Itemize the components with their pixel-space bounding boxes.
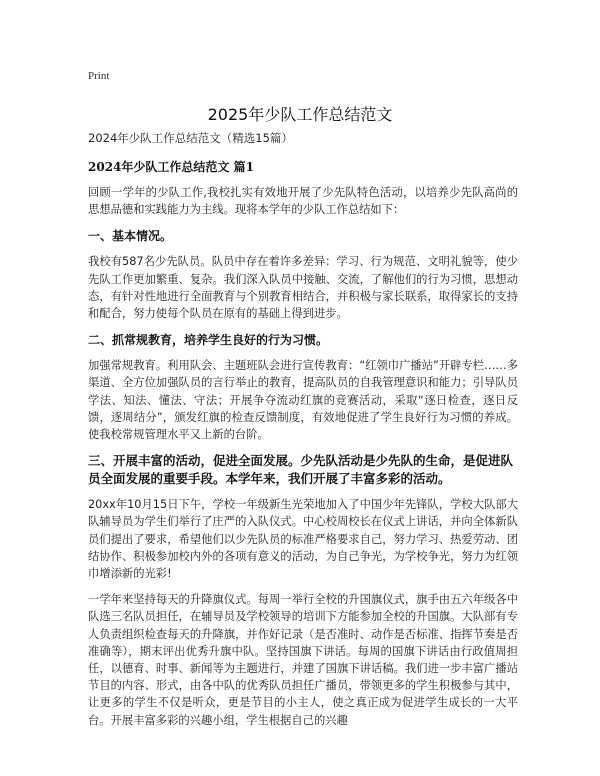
document-title: 2025年少队工作总结范文 <box>207 105 393 124</box>
print-link[interactable]: Print <box>88 70 110 82</box>
document-body <box>88 130 518 738</box>
paragraph-flag-ceremony: 一学年来坚持每天的升降旗仪式。每周一举行全校的升国旗仪式，旗手由五六年级各中队选三名队员担任，在辅导员及学校领导的培训下方能参加全校的升国旗。大队部有专人负责组织检查每天的升降旗，并作好记录（是否准时、动作是否标准、指挥节奏是否准确等），期末评出优秀升旗中队。坚持国旗下讲话。每周的国旗下讲话由行政值周担任，以德育、时事、新闻等为主题进行，并建了国旗下讲话稿。我们进一步丰富广播站节目的内容、形式，由各中队的优秀队员担任广播员，带领更多的学生积极参与其中，让更多的学生不仅是听众，更是节目的小主人，使之真正成为促进学生成长的一大平台。开展丰富多彩的兴趣小组，学生根据自己的兴趣 <box>88 593 518 727</box>
section-title: 2024年少队工作总结范文 篇1 <box>88 160 254 174</box>
heading-routine-education: 二、抓常规教育，培养学生良好的行为习惯。 <box>88 333 329 348</box>
intro-paragraph: 回顾一学年的少队工作,我校扎实有效地开展了少先队特色活动，以培养少先队高尚的思想品德和实践能力为主线。现将本学年的少队工作总结如下： <box>88 186 518 217</box>
paragraph-routine-education: 加强常规教育。利用队会、主题班队会进行宣传教育：“红领巾广播站”开辟专栏……多渠道、全方位加强队员的言行举止的教育，提高队员的自我管理意识和能力；引导队员学法、知法、懂法、守法；开展争夺流动红旗的竞赛活动，采取“逐日检查，逐日反馈，逐周结分”，颁发红旗的检查反馈制度，有效地促进了学生良好行为习惯的养成。使我校常规管理水平又上新的台阶。 <box>88 359 518 442</box>
paragraph-induction-ceremony: 20xx年10月15日下午，学校一年级新生光荣地加入了中国少年先锋队，学校大队部大队辅导员为学生们举行了庄严的入队仪式。中心校周校长在仪式上讲话，并向全体新队员们提出了要求，希望他们以少先队员的标准严格要求自己，努力学习、热爱劳动、团结协作、积极参加校内外的各项有意义的活动，为自己争光，为学校争光，努力为红领巾增添新的光彩! <box>88 498 518 581</box>
heading-activities: 三、开展丰富的活动，促进全面发展。少先队活动是少先队的生命，是促进队员全面发展的重要手段。本学年来，我们开展了丰富多彩的活动。 <box>88 453 514 487</box>
paragraph-basic-situation: 我校有587名少先队员。队员中存在着许多差异：学习、行为规范、文明礼貌等，使少先队工作更加繁重、复杂。我们深入队员中接触、交流，了解他们的行为习惯，思想动态，有针对性地进行全面教育与个别教育相结合，并积极与家长联系，取得家长的支持和配合，努力使每个队员在原有的基础上得到进步。 <box>88 255 518 321</box>
heading-basic-situation: 一、基本情况。 <box>88 229 173 244</box>
document-subtitle: 2024年少队工作总结范文（精选15篇） <box>88 131 293 145</box>
